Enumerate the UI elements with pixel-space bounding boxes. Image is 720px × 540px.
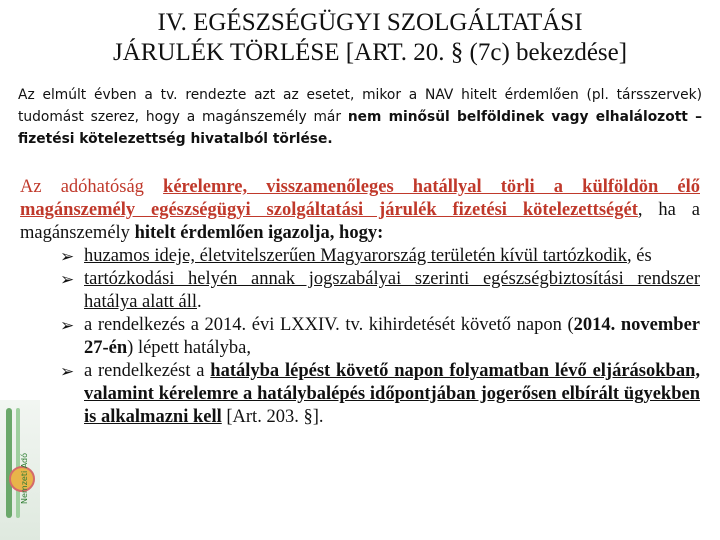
list-item: [60, 245, 700, 268]
bullet-3-date: 2014. november 27-én: [84, 315, 701, 358]
lead-tail: , ha a magánszemély: [20, 200, 700, 243]
bullet-3-pre: a rendelkezés a 2014. évi LXXIV. tv. kihirdetését követő napon (: [84, 315, 574, 335]
lead-text: Az adóhatóság: [20, 177, 164, 197]
bullet-1-underlined: huzamos ideje, életvitelszerűen Magyarország területén kívül tartózkodik: [84, 246, 627, 266]
lead-bold: hitelt érdemlően igazolja, hogy:: [134, 223, 384, 243]
arrow-bullet-icon: ➢: [60, 316, 75, 335]
list-item: [60, 268, 700, 314]
list-item: [60, 314, 701, 360]
bullet-2-underlined: tartózkodási helyén annak jogszabályai szerinti egészségbiztosítási rendszer hatálya alatt áll: [84, 269, 700, 312]
lead-highlight: kérelemre, visszamenőleges hatállyal törli a külföldön élő magánszemély egészségügyi szolgáltatási járulék fizetési kötelezettségét: [20, 177, 700, 220]
page-title: [40, 8, 700, 68]
bullet-4-tail: [Art. 203. §].: [221, 407, 324, 427]
bullet-4-pre: a rendelkezést a: [84, 361, 211, 381]
list-item: [60, 360, 700, 429]
lead-paragraph: [20, 176, 700, 245]
bullet-list: [60, 245, 701, 429]
intro-paragraph: [18, 84, 702, 150]
arrow-bullet-icon: ➢: [60, 362, 75, 381]
main-content: [20, 176, 701, 429]
sidebar-stripe: [6, 408, 12, 518]
intro-text: Az elmúlt évben a tv. rendezte azt az esetet, mikor a NAV hitelt érdemlően (pl. társszervek) tudomást szerez, hogy a magánszemély már: [18, 87, 702, 125]
arrow-bullet-icon: ➢: [60, 270, 75, 289]
title-line-2: JÁRULÉK TÖRLÉSE [ART. 20. § (7c) bekezdése]: [112, 39, 628, 66]
title-line-1: IV. EGÉSZSÉGÜGYI SZOLGÁLTATÁSI: [157, 9, 583, 36]
bullet-2-tail: .: [197, 292, 202, 312]
bullet-4-emphasis: hatályba lépést követő napon folyamatban lévő eljárásokban, valamint kérelemre a hatálybalépés időpontjában jogerősen elbírált ügyekben is alkalmazni kell: [84, 361, 700, 427]
sidebar-decoration: [0, 400, 40, 540]
bullet-1-tail: , és: [626, 246, 652, 266]
sidebar-vertical-text: Nemzeti Adó: [20, 452, 29, 504]
arrow-bullet-icon: ➢: [60, 247, 75, 266]
intro-bold-text: nem minősül belföldinek vagy elhalálozott – fizetési kötelezettség hivatalból törlése.: [18, 109, 702, 147]
bullet-3-tail: ) lépett hatályba,: [127, 338, 251, 358]
